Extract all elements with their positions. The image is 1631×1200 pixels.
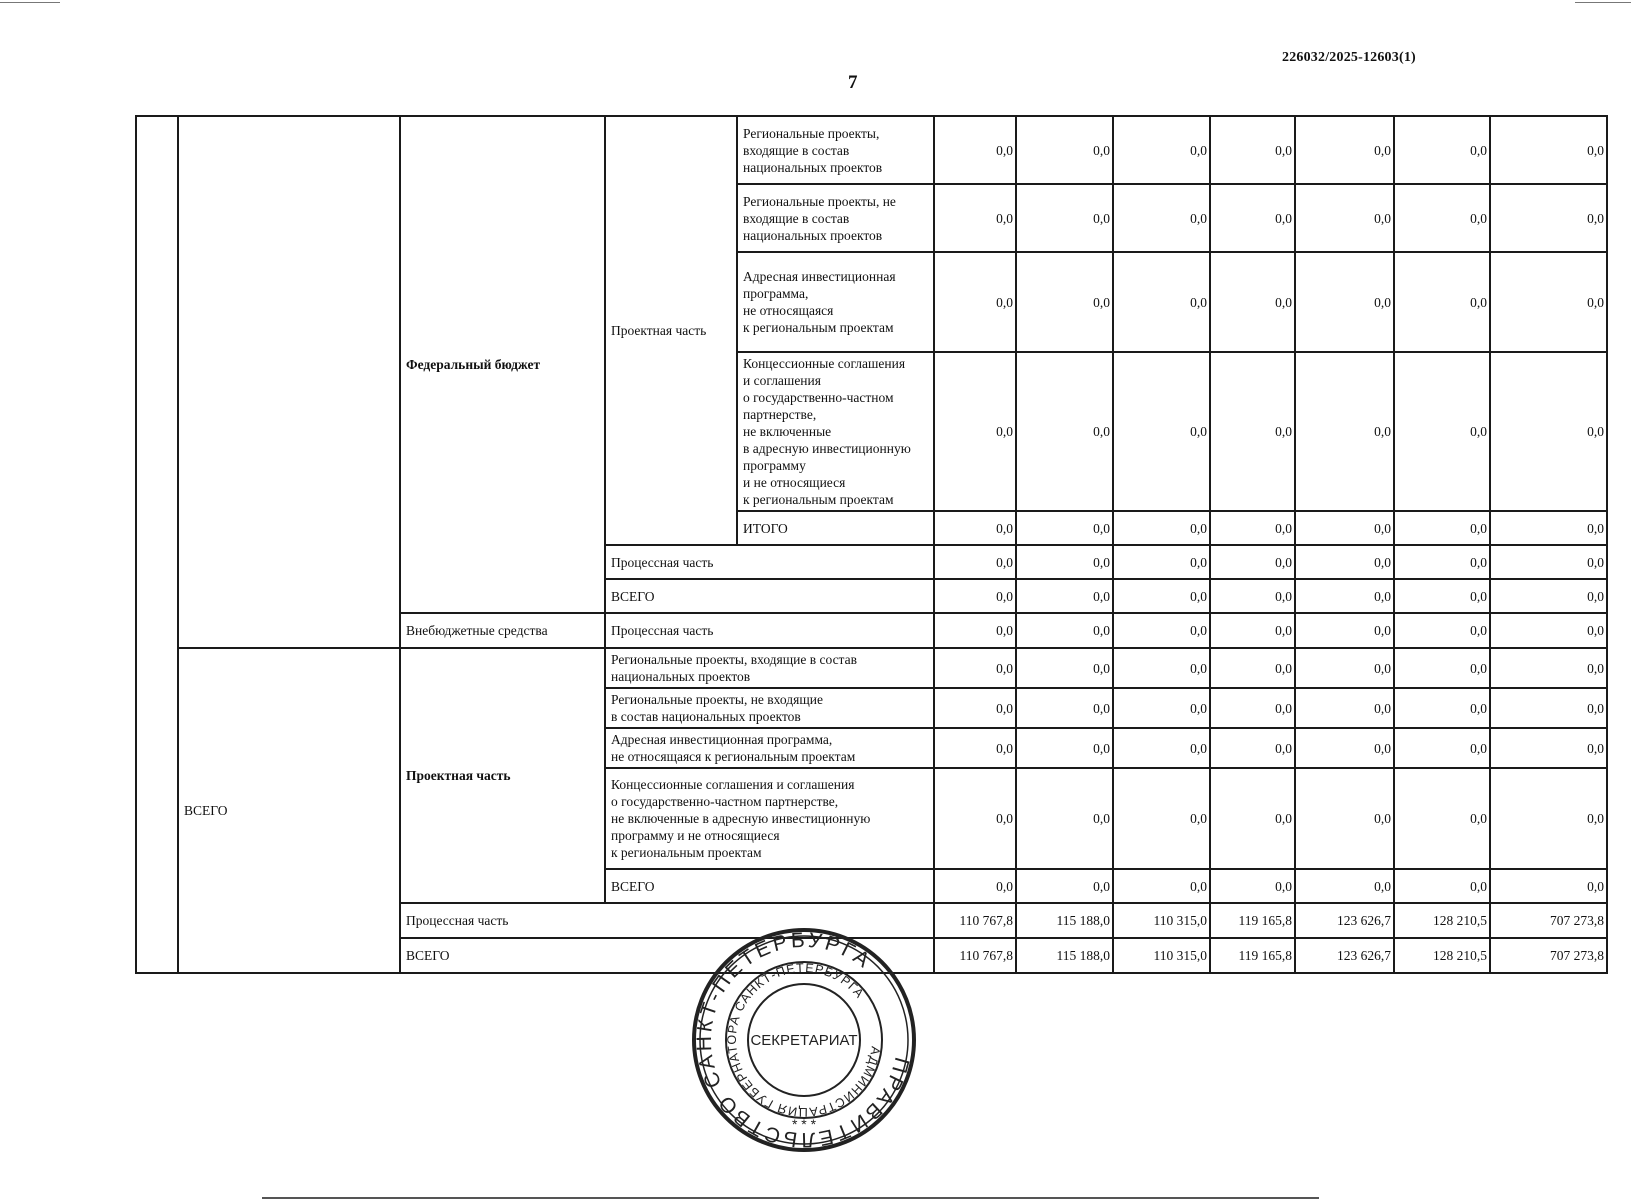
value-cell: 0,0 — [1113, 579, 1210, 613]
value-cell: 0,0 — [1016, 613, 1113, 648]
value-cell: 0,0 — [1295, 688, 1394, 728]
value-cell: 0,0 — [1210, 688, 1295, 728]
value-cell: 0,0 — [1210, 252, 1295, 352]
value-cell: 0,0 — [1394, 648, 1490, 688]
value-cell: 0,0 — [1394, 545, 1490, 579]
row-label: Региональные проекты, входящие в состав национальных проектов — [737, 116, 934, 184]
value-cell: 0,0 — [1394, 869, 1490, 903]
value-cell: 0,0 — [1490, 116, 1607, 184]
row-label: ВСЕГО — [400, 938, 934, 973]
value-cell: 0,0 — [1016, 545, 1113, 579]
value-cell: 115 188,0 — [1016, 903, 1113, 938]
value-cell: 0,0 — [934, 545, 1016, 579]
grand-total-label: ВСЕГО — [178, 648, 400, 973]
value-cell: 0,0 — [1113, 613, 1210, 648]
value-cell: 0,0 — [1113, 688, 1210, 728]
row-label: Концессионные соглашения и соглашения о государственно-частном партнерстве, не включенные в адресную инвестиционную программу и не относящиеся к региональным проектам — [605, 768, 934, 869]
value-cell: 0,0 — [1394, 768, 1490, 869]
value-cell: 0,0 — [1295, 184, 1394, 252]
value-cell: 0,0 — [1113, 352, 1210, 511]
value-cell: 0,0 — [1295, 352, 1394, 511]
value-cell: 0,0 — [1490, 252, 1607, 352]
value-cell: 0,0 — [1210, 768, 1295, 869]
value-cell: 0,0 — [1113, 184, 1210, 252]
value-cell: 0,0 — [1210, 116, 1295, 184]
value-cell: 0,0 — [1016, 688, 1113, 728]
value-cell: 119 165,8 — [1210, 938, 1295, 973]
value-cell: 0,0 — [934, 648, 1016, 688]
value-cell: 0,0 — [1394, 579, 1490, 613]
extrabudget-label: Процессная часть — [605, 613, 934, 648]
value-cell: 0,0 — [1295, 613, 1394, 648]
value-cell: 0,0 — [1490, 184, 1607, 252]
row-label: Региональные проекты, входящие в состав национальных проектов — [605, 648, 934, 688]
row-label: Региональные проекты, не входящие в состав национальных проектов — [737, 184, 934, 252]
value-cell: 0,0 — [934, 116, 1016, 184]
value-cell: 0,0 — [1295, 768, 1394, 869]
scan-edge-top-right — [1575, 2, 1631, 3]
value-cell: 707 273,8 — [1490, 903, 1607, 938]
table-row — [136, 648, 1607, 688]
value-cell: 0,0 — [1016, 184, 1113, 252]
value-cell: 0,0 — [1295, 545, 1394, 579]
document-id: 226032/2025-12603(1) — [1282, 50, 1416, 65]
value-cell: 110 767,8 — [934, 903, 1016, 938]
budget-table — [135, 115, 1608, 974]
stamp-stars: * * * — [791, 1116, 817, 1132]
value-cell: 0,0 — [934, 728, 1016, 768]
value-cell: 0,0 — [1394, 728, 1490, 768]
value-cell: 0,0 — [1210, 184, 1295, 252]
value-cell: 123 626,7 — [1295, 903, 1394, 938]
value-cell: 0,0 — [1016, 869, 1113, 903]
value-cell: 0,0 — [1490, 688, 1607, 728]
value-cell: 707 273,8 — [1490, 938, 1607, 973]
row-label: Процессная часть — [400, 903, 934, 938]
value-cell: 128 210,5 — [1394, 903, 1490, 938]
value-cell: 0,0 — [934, 688, 1016, 728]
value-cell: 123 626,7 — [1295, 938, 1394, 973]
value-cell: 110 767,8 — [934, 938, 1016, 973]
stamp-inner-textpath: АДМИНИСТРАЦИЯ ГУБЕРНАТОРА САНКТ-ПЕТЕРБУРГА — [724, 960, 883, 1120]
value-cell: 0,0 — [1113, 545, 1210, 579]
value-cell: 0,0 — [1016, 579, 1113, 613]
federal-budget-label: Федеральный бюджет — [400, 116, 605, 613]
blank-index-cell — [136, 116, 178, 973]
value-cell: 0,0 — [1295, 116, 1394, 184]
value-cell: 0,0 — [934, 869, 1016, 903]
value-cell: 0,0 — [1113, 116, 1210, 184]
federal-project-part-label: Проектная часть — [605, 116, 737, 545]
value-cell: 0,0 — [1490, 869, 1607, 903]
value-cell: 0,0 — [1210, 579, 1295, 613]
value-cell: 0,0 — [934, 184, 1016, 252]
extrabudget-source-label: Внебюджетные средства — [400, 613, 605, 648]
value-cell: 0,0 — [934, 613, 1016, 648]
value-cell: 0,0 — [1016, 511, 1113, 545]
value-cell: 0,0 — [1210, 728, 1295, 768]
blank-group-cell — [178, 116, 400, 648]
value-cell: 119 165,8 — [1210, 903, 1295, 938]
value-cell: 110 315,0 — [1113, 903, 1210, 938]
value-cell: 0,0 — [1490, 511, 1607, 545]
value-cell: 0,0 — [1113, 869, 1210, 903]
value-cell: 0,0 — [1016, 648, 1113, 688]
stamp-graphic — [688, 924, 920, 1156]
value-cell: 0,0 — [1394, 688, 1490, 728]
value-cell: 0,0 — [1490, 768, 1607, 869]
value-cell: 0,0 — [1490, 728, 1607, 768]
table-body — [136, 116, 1607, 973]
value-cell: 0,0 — [1016, 252, 1113, 352]
value-cell: 0,0 — [1295, 728, 1394, 768]
row-label: Концессионные соглашения и соглашения о государственно-частном партнерстве, не включенные в адресную инвестиционную программу и не относящиеся к региональным проектам — [737, 352, 934, 511]
value-cell: 0,0 — [1210, 511, 1295, 545]
value-cell: 0,0 — [1394, 184, 1490, 252]
scan-edge-top-left — [0, 2, 60, 3]
value-cell: 0,0 — [1490, 352, 1607, 511]
value-cell: 0,0 — [1210, 545, 1295, 579]
stamp-center-text: СЕКРЕТАРИАТ — [750, 1032, 858, 1049]
table-row — [136, 116, 1607, 184]
value-cell: 0,0 — [1295, 579, 1394, 613]
scan-edge-bottom — [262, 1197, 1319, 1199]
row-label: ВСЕГО — [605, 579, 934, 613]
value-cell: 0,0 — [1210, 613, 1295, 648]
value-cell: 0,0 — [934, 579, 1016, 613]
row-label: Адресная инвестиционная программа, не относящаяся к региональным проектам — [605, 728, 934, 768]
value-cell: 0,0 — [1016, 116, 1113, 184]
row-label: Региональные проекты, не входящие в состав национальных проектов — [605, 688, 934, 728]
value-cell: 0,0 — [1295, 869, 1394, 903]
value-cell: 0,0 — [1210, 352, 1295, 511]
value-cell: 0,0 — [1394, 613, 1490, 648]
value-cell: 0,0 — [1394, 116, 1490, 184]
value-cell: 0,0 — [1295, 648, 1394, 688]
value-cell: 0,0 — [1210, 869, 1295, 903]
value-cell: 0,0 — [1016, 768, 1113, 869]
row-label: ИТОГО — [737, 511, 934, 545]
row-label: ВСЕГО — [605, 869, 934, 903]
value-cell: 0,0 — [1016, 728, 1113, 768]
value-cell: 0,0 — [1113, 648, 1210, 688]
value-cell: 0,0 — [1394, 511, 1490, 545]
value-cell: 0,0 — [1113, 252, 1210, 352]
value-cell: 0,0 — [1394, 352, 1490, 511]
value-cell: 0,0 — [934, 768, 1016, 869]
value-cell: 0,0 — [1295, 511, 1394, 545]
value-cell: 0,0 — [1113, 728, 1210, 768]
value-cell: 0,0 — [1490, 648, 1607, 688]
value-cell: 0,0 — [1016, 352, 1113, 511]
grand-project-part-label: Проектная часть — [400, 648, 605, 903]
value-cell: 110 315,0 — [1113, 938, 1210, 973]
value-cell: 0,0 — [1490, 579, 1607, 613]
value-cell: 0,0 — [1113, 511, 1210, 545]
value-cell: 115 188,0 — [1016, 938, 1113, 973]
value-cell: 0,0 — [934, 352, 1016, 511]
value-cell: 0,0 — [1490, 613, 1607, 648]
value-cell: 0,0 — [1210, 648, 1295, 688]
official-stamp — [688, 924, 920, 1156]
value-cell: 0,0 — [934, 511, 1016, 545]
stamp-outer-textpath: ПРАВИТЕЛЬСТВО САНКТ-ПЕТЕРБУРГА — [692, 928, 914, 1152]
value-cell: 0,0 — [1113, 768, 1210, 869]
value-cell: 0,0 — [1295, 252, 1394, 352]
page-number: 7 — [848, 72, 858, 93]
row-label: Адресная инвестиционная программа, не относящаяся к региональным проектам — [737, 252, 934, 352]
value-cell: 0,0 — [1394, 252, 1490, 352]
row-label: Процессная часть — [605, 545, 934, 579]
value-cell: 0,0 — [934, 252, 1016, 352]
value-cell: 0,0 — [1490, 545, 1607, 579]
value-cell: 128 210,5 — [1394, 938, 1490, 973]
